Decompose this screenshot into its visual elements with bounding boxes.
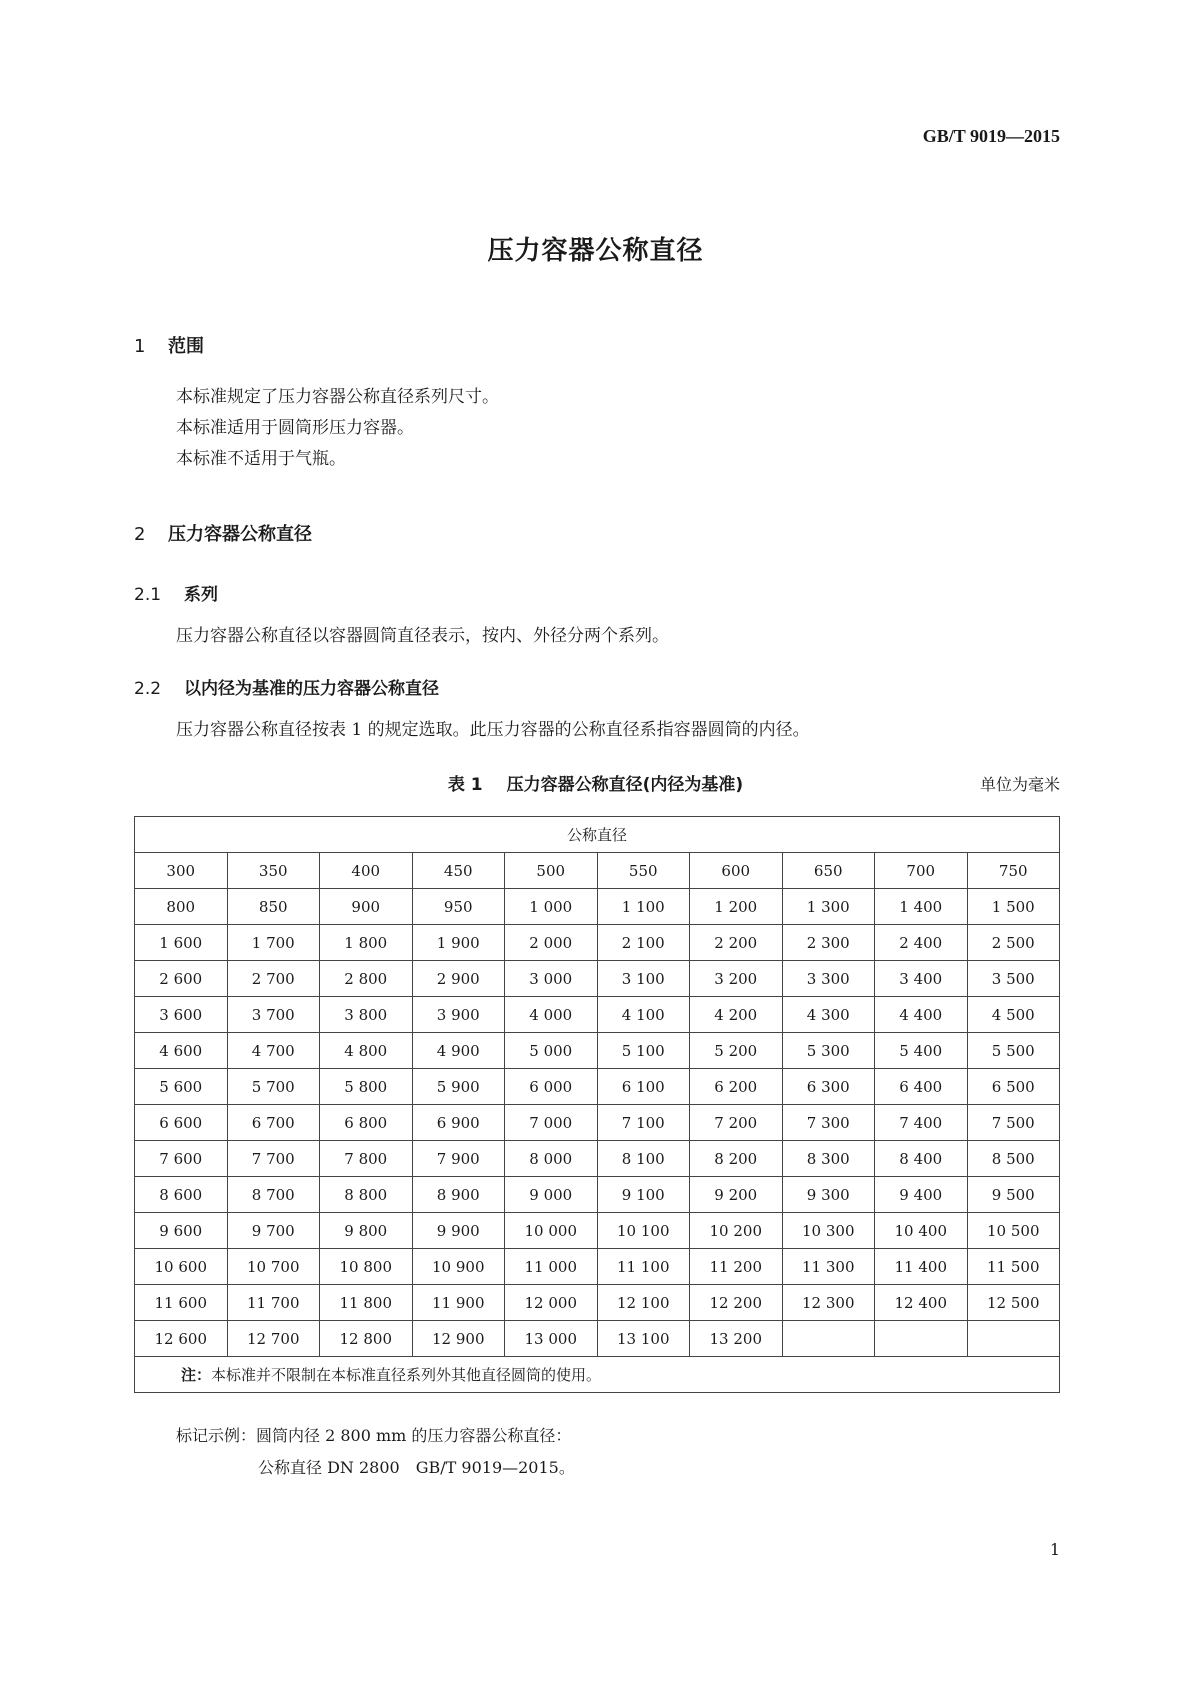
marking-example-label: 标记示例：圆筒内径 2 800 mm 的压力容器公称直径： xyxy=(176,1426,572,1445)
table-cell: 9 800 xyxy=(320,1213,413,1249)
table-cell: 2 200 xyxy=(690,925,783,961)
table-cell: 6 400 xyxy=(875,1069,968,1105)
table-cell: 4 600 xyxy=(135,1033,228,1069)
table-row xyxy=(135,1069,1060,1105)
table-cell: 5 000 xyxy=(505,1033,598,1069)
table-cell: 11 200 xyxy=(690,1249,783,1285)
table-cell: 6 200 xyxy=(690,1069,783,1105)
table-cell: 1 700 xyxy=(227,925,320,961)
table-cell: 800 xyxy=(135,889,228,925)
table-cell: 5 400 xyxy=(875,1033,968,1069)
table-cell: 9 900 xyxy=(412,1213,505,1249)
table-cell: 2 300 xyxy=(782,925,875,961)
table-cell: 4 300 xyxy=(782,997,875,1033)
table-note-text: 本标准并不限制在本标准直径系列外其他直径圆筒的使用。 xyxy=(211,1366,602,1384)
table-cell: 3 600 xyxy=(135,997,228,1033)
section-2-title: 压力容器公称直径 xyxy=(168,524,312,545)
table-cell: 4 100 xyxy=(597,997,690,1033)
table-cell: 4 700 xyxy=(227,1033,320,1069)
table-cell: 5 700 xyxy=(227,1069,320,1105)
table-cell: 12 400 xyxy=(875,1285,968,1321)
table-cell: 5 200 xyxy=(690,1033,783,1069)
table-cell: 12 900 xyxy=(412,1321,505,1357)
table-cell: 9 400 xyxy=(875,1177,968,1213)
table-cell: 3 700 xyxy=(227,997,320,1033)
section-1-paragraph-2: 本标准适用于圆筒形压力容器。 xyxy=(176,418,414,438)
table-row xyxy=(135,1285,1060,1321)
table-cell: 550 xyxy=(597,853,690,889)
table-cell: 13 200 xyxy=(690,1321,783,1357)
table-cell: 2 800 xyxy=(320,961,413,997)
table-cell: 11 100 xyxy=(597,1249,690,1285)
table-cell: 6 800 xyxy=(320,1105,413,1141)
table-cell: 3 800 xyxy=(320,997,413,1033)
table-cell: 7 900 xyxy=(412,1141,505,1177)
table-cell: 10 600 xyxy=(135,1249,228,1285)
section-2-2-paragraph: 压力容器公称直径按表 1 的规定选取。此压力容器的公称直径系指容器圆筒的内径。 xyxy=(176,720,810,740)
table-cell: 1 300 xyxy=(782,889,875,925)
table-cell: 12 000 xyxy=(505,1285,598,1321)
table-cell: 2 900 xyxy=(412,961,505,997)
section-1-paragraph-3: 本标准不适用于气瓶。 xyxy=(176,449,346,469)
section-2-1-paragraph: 压力容器公称直径以容器圆筒直径表示，按内、外径分两个系列。 xyxy=(176,626,669,646)
table-cell: 5 900 xyxy=(412,1069,505,1105)
table-cell: 450 xyxy=(412,853,505,889)
table-row xyxy=(135,1141,1060,1177)
table-cell: 13 000 xyxy=(505,1321,598,1357)
section-1-paragraph-1: 本标准规定了压力容器公称直径系列尺寸。 xyxy=(176,387,499,407)
table-cell: 5 300 xyxy=(782,1033,875,1069)
table-row xyxy=(135,1105,1060,1141)
table-cell: 9 500 xyxy=(967,1177,1060,1213)
table-cell: 9 600 xyxy=(135,1213,228,1249)
page-title: 压力容器公称直径 xyxy=(487,236,704,266)
table-cell: 5 100 xyxy=(597,1033,690,1069)
table-cell: 8 700 xyxy=(227,1177,320,1213)
section-1-number: 1 xyxy=(134,336,146,357)
table-cell: 4 500 xyxy=(967,997,1060,1033)
section-2-number: 2 xyxy=(134,524,146,545)
table-cell: 10 000 xyxy=(505,1213,598,1249)
table-cell: 1 000 xyxy=(505,889,598,925)
table-cell: 3 200 xyxy=(690,961,783,997)
section-2-1-title: 系列 xyxy=(184,585,218,605)
table-cell: 9 100 xyxy=(597,1177,690,1213)
table-cell: 5 600 xyxy=(135,1069,228,1105)
table-cell: 6 000 xyxy=(505,1069,598,1105)
table-cell: 5 500 xyxy=(967,1033,1060,1069)
table-cell: 700 xyxy=(875,853,968,889)
table-cell: 11 500 xyxy=(967,1249,1060,1285)
table-cell: 10 300 xyxy=(782,1213,875,1249)
table-row xyxy=(135,853,1060,889)
table-cell: 3 400 xyxy=(875,961,968,997)
table-cell: 1 100 xyxy=(597,889,690,925)
table-cell: 8 900 xyxy=(412,1177,505,1213)
table-cell: 1 600 xyxy=(135,925,228,961)
table-cell: 7 700 xyxy=(227,1141,320,1177)
table-cell: 7 200 xyxy=(690,1105,783,1141)
table-cell: 4 900 xyxy=(412,1033,505,1069)
table-cell: 350 xyxy=(227,853,320,889)
table-cell: 13 100 xyxy=(597,1321,690,1357)
table-cell: 750 xyxy=(967,853,1060,889)
table-cell xyxy=(875,1321,968,1357)
table-cell: 10 500 xyxy=(967,1213,1060,1249)
table-cell xyxy=(967,1321,1060,1357)
table-cell: 300 xyxy=(135,853,228,889)
section-2-1-number: 2.1 xyxy=(134,585,162,605)
table-cell: 10 700 xyxy=(227,1249,320,1285)
table-cell: 2 400 xyxy=(875,925,968,961)
table-cell: 9 000 xyxy=(505,1177,598,1213)
table-cell: 11 700 xyxy=(227,1285,320,1321)
table-cell: 11 000 xyxy=(505,1249,598,1285)
table-cell: 1 800 xyxy=(320,925,413,961)
table-cell: 10 200 xyxy=(690,1213,783,1249)
section-2-2-heading xyxy=(134,674,439,699)
table-cell: 11 600 xyxy=(135,1285,228,1321)
table-cell: 6 100 xyxy=(597,1069,690,1105)
table-cell: 12 500 xyxy=(967,1285,1060,1321)
table-cell: 12 200 xyxy=(690,1285,783,1321)
table-header: 公称直径 xyxy=(135,817,1060,853)
table-cell: 3 100 xyxy=(597,961,690,997)
table-caption-number: 表 1 xyxy=(447,775,483,795)
table-cell: 6 900 xyxy=(412,1105,505,1141)
table-cell: 650 xyxy=(782,853,875,889)
table-cell: 2 700 xyxy=(227,961,320,997)
table-row xyxy=(135,997,1060,1033)
table-cell: 8 800 xyxy=(320,1177,413,1213)
table-row xyxy=(135,925,1060,961)
table-row xyxy=(135,1321,1060,1357)
table-row xyxy=(135,961,1060,997)
table-cell: 8 500 xyxy=(967,1141,1060,1177)
table-cell: 1 900 xyxy=(412,925,505,961)
table-cell: 5 800 xyxy=(320,1069,413,1105)
table-cell: 950 xyxy=(412,889,505,925)
table-row xyxy=(135,1213,1060,1249)
table-cell: 8 600 xyxy=(135,1177,228,1213)
table-cell: 12 300 xyxy=(782,1285,875,1321)
table-cell: 9 700 xyxy=(227,1213,320,1249)
section-2-2-number: 2.2 xyxy=(134,679,162,699)
table-cell: 10 900 xyxy=(412,1249,505,1285)
table-cell: 7 800 xyxy=(320,1141,413,1177)
section-2-heading xyxy=(134,520,312,546)
table-cell: 4 200 xyxy=(690,997,783,1033)
table-cell: 10 800 xyxy=(320,1249,413,1285)
section-2-2-title: 以内径为基准的压力容器公称直径 xyxy=(184,679,439,699)
table-cell: 8 100 xyxy=(597,1141,690,1177)
table-cell: 8 200 xyxy=(690,1141,783,1177)
table-cell: 2 600 xyxy=(135,961,228,997)
table-cell: 9 300 xyxy=(782,1177,875,1213)
page-number: 1 xyxy=(1049,1540,1060,1559)
table-row xyxy=(135,1249,1060,1285)
table-cell xyxy=(782,1321,875,1357)
table-cell: 7 400 xyxy=(875,1105,968,1141)
section-1-heading xyxy=(134,332,204,358)
table-cell: 7 500 xyxy=(967,1105,1060,1141)
table-cell: 7 000 xyxy=(505,1105,598,1141)
table-cell: 12 100 xyxy=(597,1285,690,1321)
table-cell: 850 xyxy=(227,889,320,925)
table-cell: 4 800 xyxy=(320,1033,413,1069)
table-cell: 9 200 xyxy=(690,1177,783,1213)
nominal-diameter-table xyxy=(134,816,1060,1393)
table-cell: 600 xyxy=(690,853,783,889)
table-cell: 4 000 xyxy=(505,997,598,1033)
table-cell: 8 300 xyxy=(782,1141,875,1177)
table-cell: 1 200 xyxy=(690,889,783,925)
table-cell: 7 600 xyxy=(135,1141,228,1177)
table-cell: 3 500 xyxy=(967,961,1060,997)
table-cell: 4 400 xyxy=(875,997,968,1033)
table-row xyxy=(135,1177,1060,1213)
table-cell: 3 300 xyxy=(782,961,875,997)
standard-code: GB/T 9019—2015 xyxy=(922,126,1060,146)
table-row xyxy=(135,889,1060,925)
table-cell: 6 500 xyxy=(967,1069,1060,1105)
table-unit: 单位为毫米 xyxy=(979,775,1060,794)
table-cell: 11 800 xyxy=(320,1285,413,1321)
table-cell: 10 100 xyxy=(597,1213,690,1249)
table-note-label: 注： xyxy=(181,1366,212,1384)
table-cell: 11 300 xyxy=(782,1249,875,1285)
table-cell: 7 300 xyxy=(782,1105,875,1141)
table-cell: 6 300 xyxy=(782,1069,875,1105)
table-cell: 12 800 xyxy=(320,1321,413,1357)
table-cell: 500 xyxy=(505,853,598,889)
table-cell: 11 400 xyxy=(875,1249,968,1285)
table-row xyxy=(135,1033,1060,1069)
table-cell: 900 xyxy=(320,889,413,925)
table-cell: 10 400 xyxy=(875,1213,968,1249)
table-cell: 2 000 xyxy=(505,925,598,961)
table-cell: 6 700 xyxy=(227,1105,320,1141)
table-caption-title: 压力容器公称直径(内径为基准) xyxy=(506,775,744,795)
table-cell: 400 xyxy=(320,853,413,889)
table-cell: 2 100 xyxy=(597,925,690,961)
table-cell: 11 900 xyxy=(412,1285,505,1321)
table-cell: 3 000 xyxy=(505,961,598,997)
table-note xyxy=(135,1357,1060,1393)
table-cell: 1 400 xyxy=(875,889,968,925)
table-cell: 12 700 xyxy=(227,1321,320,1357)
section-2-1-heading xyxy=(134,580,218,605)
table-cell: 8 000 xyxy=(505,1141,598,1177)
table-cell: 1 500 xyxy=(967,889,1060,925)
table-cell: 8 400 xyxy=(875,1141,968,1177)
marking-example: 公称直径 DN 2800 GB/T 9019—2015。 xyxy=(258,1458,575,1477)
section-1-title: 范围 xyxy=(168,336,204,357)
table-cell: 7 100 xyxy=(597,1105,690,1141)
table-cell: 2 500 xyxy=(967,925,1060,961)
table-cell: 12 600 xyxy=(135,1321,228,1357)
table-cell: 3 900 xyxy=(412,997,505,1033)
table-cell: 6 600 xyxy=(135,1105,228,1141)
